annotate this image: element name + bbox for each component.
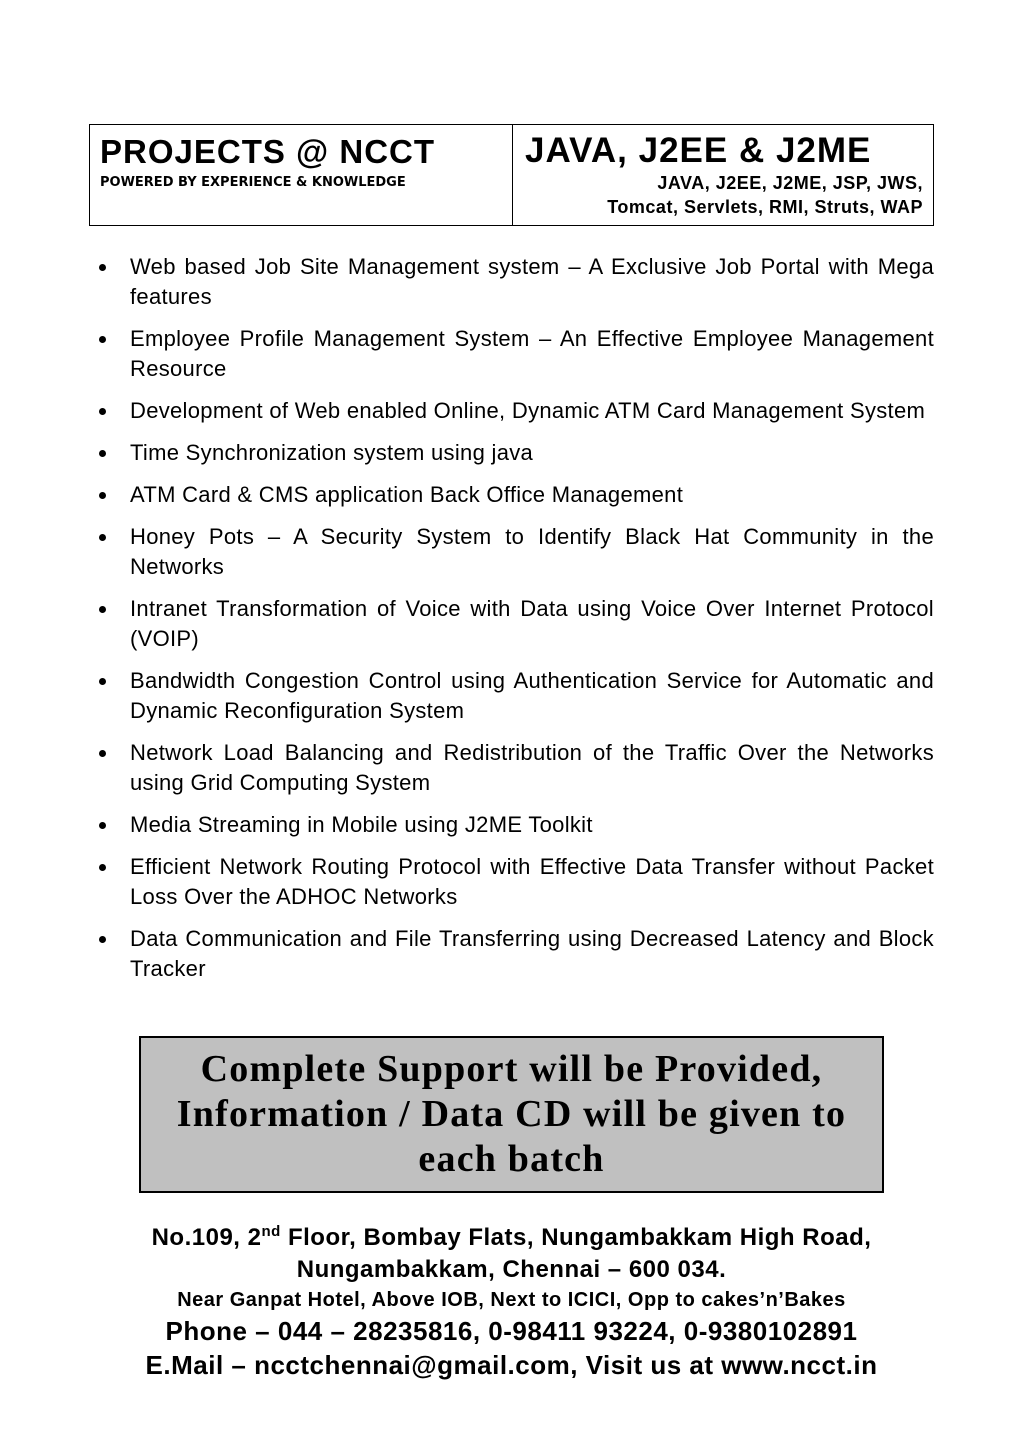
- list-item: [96, 324, 934, 384]
- project-title: Employee Profile Management System – An Effective Employee Management Resource: [130, 326, 934, 381]
- list-item: [96, 480, 934, 510]
- address-landmark: Near Ganpat Hotel, Above IOB, Next to ICICI, Opp to cakes’n’Bakes: [177, 1289, 846, 1311]
- list-item: [96, 810, 934, 840]
- address-line-2: Nungambakkam, Chennai – 600 034.: [296, 1256, 727, 1283]
- project-title: ATM Card & CMS application Back Office Management: [130, 482, 684, 507]
- bullet-icon: [99, 678, 106, 685]
- project-title: Development of Web enabled Online, Dynamic ATM Card Management System: [130, 398, 926, 423]
- list-item: [96, 594, 934, 654]
- list-item: [96, 738, 934, 798]
- project-title: Media Streaming in Mobile using J2ME Toolkit: [130, 812, 593, 837]
- address-line-1: [89, 1222, 934, 1254]
- contact-block: [89, 1222, 934, 1382]
- bullet-icon: [99, 492, 106, 499]
- bullet-icon: [99, 336, 106, 343]
- project-title: Efficient Network Routing Protocol with Effective Data Transfer without Packet Loss Over the ADHOC Networks: [130, 854, 934, 909]
- bullet-icon: [99, 936, 106, 943]
- list-item: [96, 666, 934, 726]
- project-list: [96, 252, 934, 996]
- project-title: Honey Pots – A Security System to Identify Black Hat Community in the Networks: [130, 524, 934, 579]
- support-notice: Complete Support will be Provided, Information / Data CD will be given to each batch: [176, 1048, 847, 1180]
- tech-list-line-1: JAVA, J2EE, J2ME, JSP, JWS,: [657, 173, 923, 193]
- bullet-icon: [99, 450, 106, 457]
- project-title: Intranet Transformation of Voice with Data using Voice Over Internet Protocol (VOIP): [130, 596, 934, 651]
- phone-numbers: Phone – 044 – 28235816, 0-98411 93224, 0-9380102891: [165, 1316, 858, 1346]
- project-title: Time Synchronization system using java: [130, 440, 534, 465]
- header-box: [89, 124, 934, 226]
- address-line-1-start: No.109, 2: [151, 1224, 262, 1251]
- tech-section: [513, 125, 933, 225]
- tech-title: JAVA, J2EE & J2ME: [525, 131, 872, 170]
- brand-section: [90, 125, 513, 225]
- list-item: [96, 522, 934, 582]
- bullet-icon: [99, 750, 106, 757]
- project-title: Bandwidth Congestion Control using Authentication Service for Automatic and Dynamic Reconfiguration System: [130, 668, 934, 723]
- bullet-icon: [99, 822, 106, 829]
- project-title: Data Communication and File Transferring using Decreased Latency and Block Tracker: [130, 926, 934, 981]
- brand-subtitle: POWERED BY EXPERIENCE & KNOWLEDGE: [100, 175, 406, 190]
- project-title: Web based Job Site Management system – A Exclusive Job Portal with Mega features: [130, 254, 934, 309]
- bullet-icon: [99, 408, 106, 415]
- list-item: [96, 438, 934, 468]
- bullet-icon: [99, 864, 106, 871]
- brand-title: PROJECTS @ NCCT: [100, 133, 436, 170]
- list-item: [96, 396, 934, 426]
- list-item: [96, 924, 934, 984]
- email-website: E.Mail – ncctchennai@gmail.com, Visit us at www.ncct.in: [145, 1350, 878, 1380]
- list-item: [96, 252, 934, 312]
- project-title: Network Load Balancing and Redistribution of the Traffic Over the Networks using Grid Computing System: [130, 740, 934, 795]
- bullet-icon: [99, 264, 106, 271]
- ordinal-suffix: nd: [261, 1223, 281, 1240]
- tech-list-line-2: Tomcat, Servlets, RMI, Struts, WAP: [607, 197, 923, 217]
- list-item: [96, 852, 934, 912]
- address-line-1-end: Floor, Bombay Flats, Nungambakkam High Road,: [280, 1224, 872, 1251]
- bullet-icon: [99, 534, 106, 541]
- bullet-icon: [99, 606, 106, 613]
- support-notice-box: [139, 1036, 884, 1193]
